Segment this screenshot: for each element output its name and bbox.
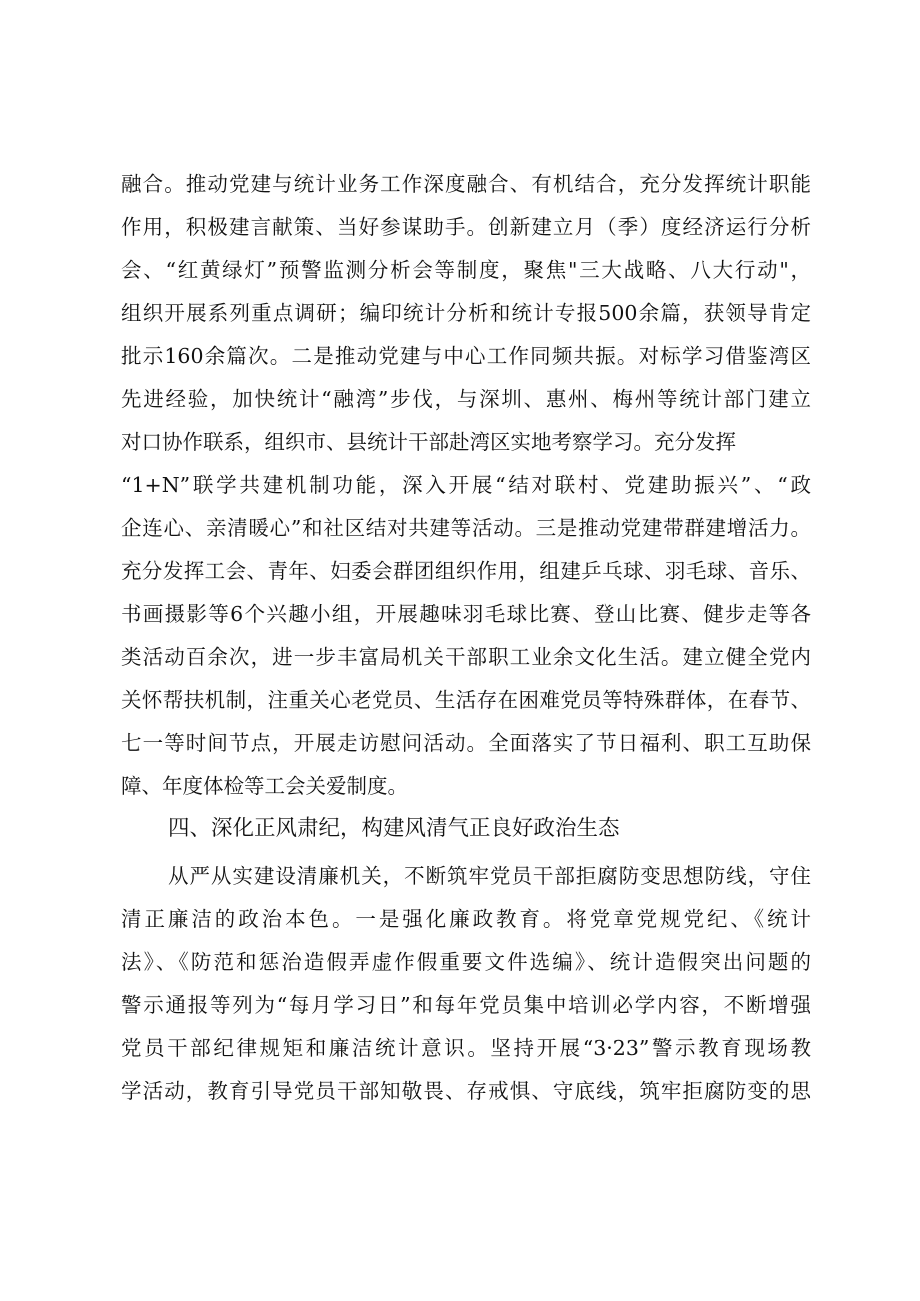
paragraph-line: 七一等时间节点，开展走访慰问活动。全面落实了节日福利、职工互助保 [121, 731, 811, 755]
paragraph-line: 书画摄影等6个兴趣小组，开展趣味羽毛球比赛、登山比赛、健步走等各 [121, 602, 811, 626]
paragraph-line: 批示160余篇次。二是推动党建与中心工作同频共振。对标学习借鉴湾区 [121, 344, 811, 368]
paragraph-line: 清正廉洁的政治本色。一是强化廉政教育。将党章党规党纪、《统计 [121, 907, 811, 931]
paragraph-line: 作用，积极建言献策、当好参谋助手。创新建立月（季）度经济运行分析 [121, 215, 811, 239]
paragraph-line: 对口协作联系，组织市、县统计干部赴湾区实地考察学习。充分发挥 [121, 430, 736, 454]
paragraph-line: 党员干部纪律规矩和廉洁统计意识。坚持开展“3·23”警示教育现场教 [121, 1036, 811, 1060]
paragraph-line: 融合。推动党建与统计业务工作深度融合、有机结合，充分发挥统计职能 [121, 172, 811, 196]
paragraph-line: 从严从实建设清廉机关，不断筑牢党员干部拒腐防变思想防线，守住 [168, 864, 811, 888]
paragraph-line: “1+N”联学共建机制功能，深入开展“结对联村、党建助振兴”、“政 [121, 473, 811, 497]
paragraph-line: 组织开展系列重点调研；编印统计分析和统计专报500余篇，获领导肯定 [121, 301, 811, 325]
paragraph-line: 类活动百余次，进一步丰富局机关干部职工业余文化生活。建立健全党内 [121, 645, 811, 669]
section-heading: 四、深化正风肃纪，构建风清气正良好政治生态 [168, 816, 620, 841]
paragraph-line: 关怀帮扶机制，注重关心老党员、生活存在困难党员等特殊群体，在春节、 [121, 688, 811, 712]
paragraph-line: 学活动，教育引导党员干部知敬畏、存戒惧、守底线，筑牢拒腐防变的思 [121, 1079, 811, 1103]
paragraph-line: 先进经验，加快统计“融湾”步伐，与深圳、惠州、梅州等统计部门建立 [121, 387, 811, 411]
paragraph-line: 警示通报等列为“每月学习日”和每年党员集中培训必学内容，不断增强 [121, 993, 811, 1017]
paragraph-line: 会、“红黄绿灯”预警监测分析会等制度，聚焦"三大战略、八大行动"， [121, 258, 811, 282]
paragraph-line: 障、年度体检等工会关爱制度。 [121, 774, 408, 798]
paragraph-line: 企连心、亲清暖心”和社区结对共建等活动。三是推动党建带群建增活力。 [121, 516, 811, 540]
paragraph-line: 法》、《防范和惩治造假弄虚作假重要文件选编》、统计造假突出问题的 [121, 950, 811, 974]
paragraph-line: 充分发挥工会、青年、妇委会群团组织作用，组建乒乓球、羽毛球、音乐、 [121, 559, 811, 583]
